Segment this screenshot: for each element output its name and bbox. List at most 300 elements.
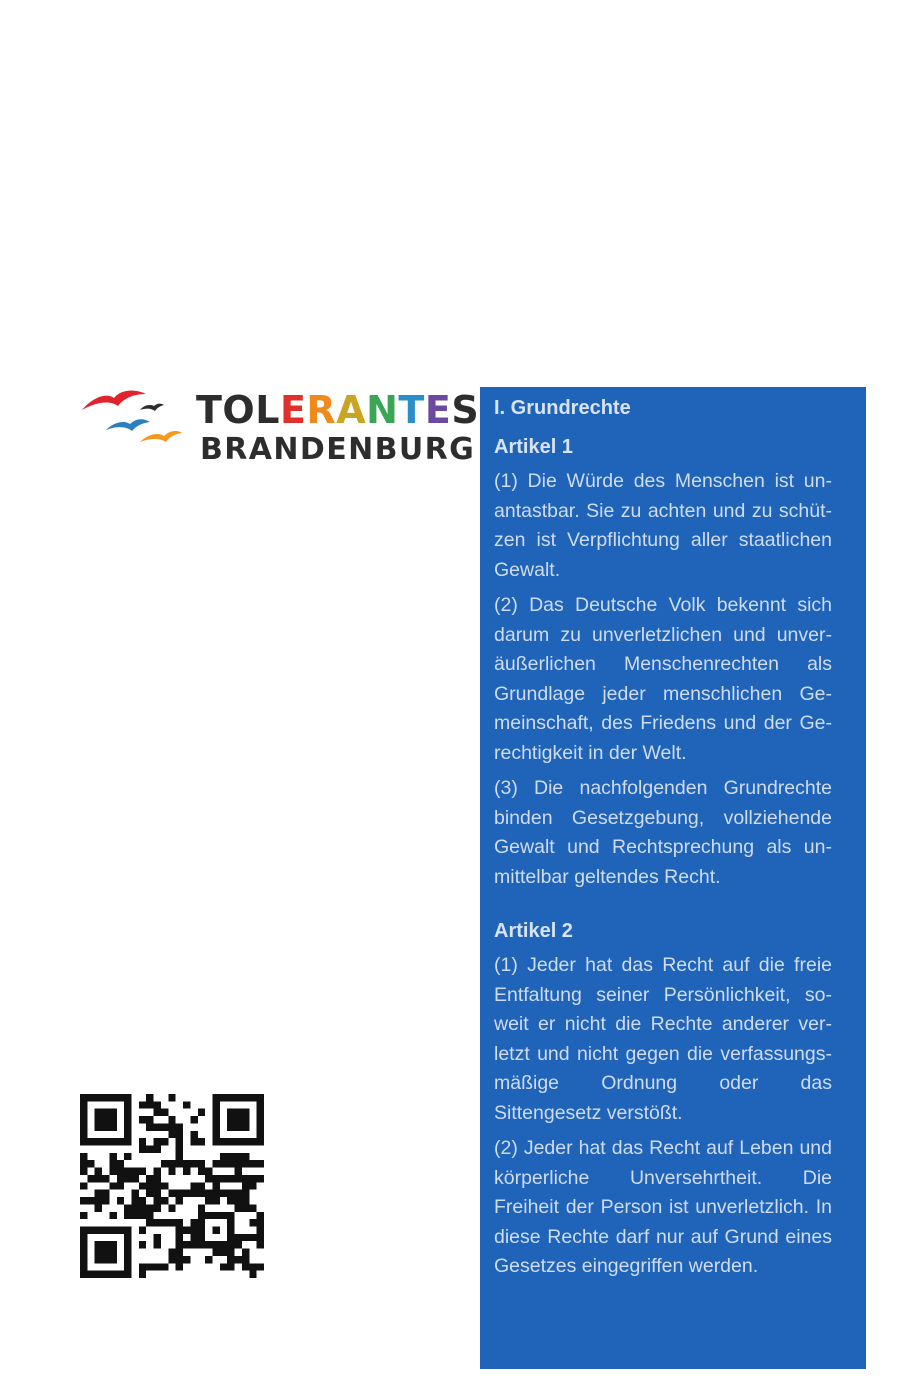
qr-module xyxy=(154,1197,161,1204)
qr-module xyxy=(80,1116,87,1123)
qr-module xyxy=(249,1094,256,1101)
qr-module xyxy=(124,1153,131,1160)
qr-module xyxy=(227,1109,234,1116)
qr-module xyxy=(257,1219,264,1226)
qr-module xyxy=(109,1123,116,1130)
qr-module xyxy=(235,1175,242,1182)
qr-module xyxy=(235,1153,242,1160)
qr-module xyxy=(117,1160,124,1167)
qr-module xyxy=(124,1168,131,1175)
qr-module xyxy=(132,1190,139,1197)
qr-module xyxy=(235,1234,242,1241)
qr-module xyxy=(198,1168,205,1175)
qr-module xyxy=(220,1212,227,1219)
qr-module xyxy=(154,1138,161,1145)
qr-module xyxy=(161,1160,168,1167)
qr-module xyxy=(176,1153,183,1160)
qr-module xyxy=(190,1190,197,1197)
qr-module xyxy=(183,1168,190,1175)
qr-code-icon[interactable] xyxy=(80,1094,264,1278)
qr-module xyxy=(242,1197,249,1204)
qr-module xyxy=(249,1271,256,1278)
qr-module xyxy=(154,1123,161,1130)
qr-module xyxy=(146,1116,153,1123)
qr-module xyxy=(95,1168,102,1175)
qr-module xyxy=(117,1138,124,1145)
qr-module xyxy=(190,1219,197,1226)
qr-module xyxy=(168,1160,175,1167)
qr-module xyxy=(190,1138,197,1145)
qr-module xyxy=(168,1168,175,1175)
article-2-paragraph-1: (1) Jeder hat das Recht auf die freie Entfaltung seiner Persönlichkeit, soweit er nicht die Rechte anderer verletzt und nicht gegen die verfassungsmäßige Ordnung oder das Sittengesetz verstößt. xyxy=(494,954,832,1124)
qr-module xyxy=(212,1094,219,1101)
qr-module xyxy=(220,1175,227,1182)
qr-module xyxy=(80,1168,87,1175)
qr-module xyxy=(139,1168,146,1175)
qr-module xyxy=(124,1101,131,1108)
qr-module xyxy=(190,1234,197,1241)
qr-module xyxy=(227,1153,234,1160)
qr-module xyxy=(102,1116,109,1123)
qr-module xyxy=(220,1241,227,1248)
logo-letter: O xyxy=(222,388,256,432)
qr-module xyxy=(212,1212,219,1219)
qr-module xyxy=(109,1153,116,1160)
qr-module xyxy=(80,1234,87,1241)
qr-module xyxy=(176,1138,183,1145)
qr-module xyxy=(124,1131,131,1138)
qr-module xyxy=(220,1160,227,1167)
article-2-paragraph-2: (2) Jeder hat das Recht auf Leben und körperliche Unversehrtheit. Die Freiheit der Person ist unverletzlich. In diese Rechte darf nur auf Grund eines Gesetzes eingegriffen werden. xyxy=(494,1137,832,1277)
qr-module xyxy=(190,1131,197,1138)
qr-module xyxy=(198,1109,205,1116)
qr-module xyxy=(124,1249,131,1256)
qr-module xyxy=(109,1168,116,1175)
qr-module xyxy=(212,1249,219,1256)
qr-module xyxy=(161,1263,168,1270)
qr-module xyxy=(198,1226,205,1233)
qr-module xyxy=(176,1234,183,1241)
qr-module xyxy=(124,1234,131,1241)
qr-module xyxy=(95,1204,102,1211)
qr-module xyxy=(205,1190,212,1197)
article-2-title: Artikel 2 xyxy=(494,920,573,942)
qr-module xyxy=(154,1175,161,1182)
qr-module xyxy=(102,1109,109,1116)
qr-module xyxy=(109,1138,116,1145)
qr-module xyxy=(117,1168,124,1175)
qr-module xyxy=(87,1271,94,1278)
qr-module xyxy=(109,1160,116,1167)
qr-module xyxy=(227,1123,234,1130)
qr-module xyxy=(161,1197,168,1204)
qr-module xyxy=(146,1263,153,1270)
qr-module xyxy=(235,1160,242,1167)
qr-module xyxy=(161,1123,168,1130)
qr-module xyxy=(235,1168,242,1175)
qr-module xyxy=(257,1116,264,1123)
qr-module xyxy=(95,1094,102,1101)
qr-module xyxy=(124,1094,131,1101)
qr-module xyxy=(183,1101,190,1108)
qr-module xyxy=(227,1249,234,1256)
qr-module xyxy=(161,1138,168,1145)
qr-module xyxy=(80,1197,87,1204)
qr-module xyxy=(102,1271,109,1278)
qr-module xyxy=(109,1249,116,1256)
qr-module xyxy=(242,1094,249,1101)
qr-module xyxy=(95,1190,102,1197)
qr-module xyxy=(102,1241,109,1248)
qr-module xyxy=(161,1109,168,1116)
qr-module xyxy=(87,1197,94,1204)
qr-module xyxy=(183,1241,190,1248)
qr-module xyxy=(95,1116,102,1123)
qr-module xyxy=(227,1160,234,1167)
logo-letter: A xyxy=(336,388,367,432)
qr-module xyxy=(257,1263,264,1270)
qr-module xyxy=(102,1256,109,1263)
qr-module xyxy=(198,1190,205,1197)
qr-module xyxy=(80,1226,87,1233)
qr-module xyxy=(257,1138,264,1145)
qr-module xyxy=(205,1212,212,1219)
qr-module xyxy=(139,1116,146,1123)
qr-module xyxy=(124,1212,131,1219)
qr-module xyxy=(95,1138,102,1145)
qr-module xyxy=(132,1197,139,1204)
qr-module xyxy=(227,1175,234,1182)
qr-module xyxy=(176,1197,183,1204)
qr-module xyxy=(198,1234,205,1241)
qr-module xyxy=(212,1138,219,1145)
qr-module xyxy=(198,1138,205,1145)
qr-module xyxy=(102,1175,109,1182)
qr-module xyxy=(124,1226,131,1233)
qr-module xyxy=(117,1182,124,1189)
qr-module xyxy=(198,1160,205,1167)
qr-module xyxy=(124,1256,131,1263)
logo-letter: E xyxy=(279,388,307,432)
qr-module xyxy=(242,1256,249,1263)
qr-module xyxy=(242,1138,249,1145)
qr-module xyxy=(139,1182,146,1189)
qr-module xyxy=(168,1094,175,1101)
qr-module xyxy=(80,1094,87,1101)
logo-letter: T xyxy=(398,388,425,432)
grundrechte-panel xyxy=(480,387,866,1369)
qr-module xyxy=(183,1256,190,1263)
qr-module xyxy=(168,1123,175,1130)
qr-module xyxy=(183,1226,190,1233)
qr-module xyxy=(80,1131,87,1138)
qr-module xyxy=(227,1197,234,1204)
qr-module xyxy=(132,1168,139,1175)
qr-module xyxy=(227,1116,234,1123)
qr-module xyxy=(242,1123,249,1130)
qr-module xyxy=(227,1190,234,1197)
qr-module xyxy=(139,1204,146,1211)
qr-module xyxy=(87,1094,94,1101)
qr-module xyxy=(198,1219,205,1226)
qr-module xyxy=(80,1241,87,1248)
qr-module xyxy=(87,1226,94,1233)
qr-module xyxy=(95,1175,102,1182)
qr-module xyxy=(161,1182,168,1189)
qr-module xyxy=(87,1138,94,1145)
qr-module xyxy=(146,1101,153,1108)
qr-module xyxy=(168,1116,175,1123)
qr-module xyxy=(154,1182,161,1189)
logo-letter: T xyxy=(196,388,223,432)
qr-module xyxy=(176,1131,183,1138)
qr-module xyxy=(227,1138,234,1145)
qr-module xyxy=(109,1094,116,1101)
qr-module xyxy=(220,1094,227,1101)
qr-module xyxy=(139,1146,146,1153)
qr-module xyxy=(154,1219,161,1226)
qr-module xyxy=(220,1153,227,1160)
article-1-paragraph-3: (3) Die nachfolgenden Grundrechte binden Gesetzgebung, vollziehende Gewalt und Rechtsprechung als unmittelbar geltendes Recht. xyxy=(494,777,832,888)
qr-module xyxy=(176,1123,183,1130)
article-1-paragraph-1: (1) Die Würde des Menschen ist unantastbar. Sie zu achten und zu schützen ist Verpflichtung aller staatlichen Gewalt. xyxy=(494,470,832,581)
qr-module xyxy=(124,1175,131,1182)
qr-module xyxy=(95,1241,102,1248)
qr-module xyxy=(190,1241,197,1248)
qr-module xyxy=(154,1168,161,1175)
qr-module xyxy=(87,1175,94,1182)
qr-module xyxy=(80,1249,87,1256)
qr-module xyxy=(235,1197,242,1204)
qr-module xyxy=(212,1197,219,1204)
qr-module xyxy=(176,1190,183,1197)
qr-module xyxy=(242,1249,249,1256)
qr-module xyxy=(235,1094,242,1101)
logo-letter: R xyxy=(306,388,337,432)
qr-module xyxy=(205,1168,212,1175)
qr-module xyxy=(249,1138,256,1145)
qr-module xyxy=(235,1190,242,1197)
qr-module xyxy=(257,1241,264,1248)
qr-module xyxy=(227,1256,234,1263)
section-title: I. Grundrechte xyxy=(494,397,631,419)
qr-module xyxy=(176,1146,183,1153)
qr-module xyxy=(146,1146,153,1153)
qr-module xyxy=(235,1123,242,1130)
qr-module xyxy=(198,1212,205,1219)
qr-module xyxy=(139,1197,146,1204)
logo-letter: S xyxy=(451,388,480,432)
logo-letter: N xyxy=(366,388,399,432)
qr-module xyxy=(102,1123,109,1130)
qr-module xyxy=(212,1123,219,1130)
qr-module xyxy=(183,1160,190,1167)
qr-module xyxy=(80,1101,87,1108)
article-1-title: Artikel 1 xyxy=(494,436,573,458)
qr-module xyxy=(109,1256,116,1263)
qr-module xyxy=(257,1234,264,1241)
qr-module xyxy=(117,1175,124,1182)
qr-module xyxy=(198,1182,205,1189)
qr-module xyxy=(220,1249,227,1256)
qr-module xyxy=(139,1226,146,1233)
qr-module xyxy=(80,1138,87,1145)
qr-module xyxy=(176,1226,183,1233)
qr-module xyxy=(109,1212,116,1219)
qr-module xyxy=(212,1131,219,1138)
qr-module xyxy=(124,1263,131,1270)
qr-module xyxy=(220,1138,227,1145)
qr-module xyxy=(109,1241,116,1248)
qr-module xyxy=(205,1256,212,1263)
qr-module xyxy=(176,1219,183,1226)
qr-module xyxy=(176,1263,183,1270)
qr-module xyxy=(212,1190,219,1197)
qr-module xyxy=(80,1123,87,1130)
qr-module xyxy=(242,1182,249,1189)
qr-module xyxy=(227,1241,234,1248)
qr-module xyxy=(235,1241,242,1248)
qr-module xyxy=(95,1249,102,1256)
qr-module xyxy=(220,1263,227,1270)
qr-module xyxy=(117,1197,124,1204)
qr-module xyxy=(242,1190,249,1197)
qr-module xyxy=(146,1182,153,1189)
qr-module xyxy=(242,1175,249,1182)
qr-module xyxy=(124,1241,131,1248)
qr-module xyxy=(146,1212,153,1219)
qr-module xyxy=(235,1109,242,1116)
qr-module xyxy=(139,1101,146,1108)
qr-module xyxy=(117,1271,124,1278)
qr-module xyxy=(146,1190,153,1197)
logo-letter: L xyxy=(255,388,280,432)
qr-module xyxy=(95,1256,102,1263)
qr-module xyxy=(227,1226,234,1233)
qr-module xyxy=(212,1160,219,1167)
qr-module xyxy=(139,1212,146,1219)
qr-module xyxy=(257,1226,264,1233)
qr-module xyxy=(124,1138,131,1145)
qr-module xyxy=(80,1212,87,1219)
qr-module xyxy=(117,1226,124,1233)
qr-module xyxy=(80,1160,87,1167)
birds-logo-icon xyxy=(78,384,188,454)
qr-module xyxy=(257,1123,264,1130)
qr-module xyxy=(80,1109,87,1116)
qr-module xyxy=(227,1263,234,1270)
qr-module xyxy=(139,1241,146,1248)
qr-module xyxy=(227,1094,234,1101)
qr-module xyxy=(80,1153,87,1160)
qr-module xyxy=(80,1256,87,1263)
qr-module xyxy=(80,1182,87,1189)
qr-module xyxy=(242,1204,249,1211)
qr-module xyxy=(242,1263,249,1270)
qr-module xyxy=(257,1101,264,1108)
qr-module xyxy=(249,1263,256,1270)
qr-module xyxy=(132,1175,139,1182)
qr-module xyxy=(168,1131,175,1138)
qr-module xyxy=(190,1116,197,1123)
qr-module xyxy=(109,1226,116,1233)
qr-module xyxy=(242,1109,249,1116)
qr-module xyxy=(139,1263,146,1270)
qr-module xyxy=(235,1204,242,1211)
article-1-paragraph-2: (2) Das Deutsche Volk bekennt sich darum zu unverletzlichen und unveräußerlichen Menschenrechten als Grundlage jeder menschlichen Gemeinschaft, des Friedens und der Gerechtigkeit in der Welt. xyxy=(494,594,832,764)
qr-module xyxy=(257,1175,264,1182)
qr-module xyxy=(80,1271,87,1278)
qr-module xyxy=(102,1197,109,1204)
qr-module xyxy=(190,1182,197,1189)
qr-module xyxy=(198,1204,205,1211)
qr-module xyxy=(168,1256,175,1263)
qr-module xyxy=(249,1175,256,1182)
qr-module xyxy=(257,1109,264,1116)
qr-module xyxy=(183,1190,190,1197)
qr-module xyxy=(227,1234,234,1241)
qr-module xyxy=(212,1241,219,1248)
qr-module xyxy=(227,1212,234,1219)
qr-module xyxy=(235,1256,242,1263)
qr-module xyxy=(109,1109,116,1116)
qr-module xyxy=(242,1116,249,1123)
qr-module xyxy=(168,1204,175,1211)
qr-module xyxy=(146,1123,153,1130)
qr-module xyxy=(117,1094,124,1101)
qr-module xyxy=(257,1212,264,1219)
qr-module xyxy=(109,1271,116,1278)
qr-module xyxy=(161,1219,168,1226)
qr-module xyxy=(235,1138,242,1145)
qr-module xyxy=(220,1190,227,1197)
qr-module xyxy=(235,1116,242,1123)
qr-module xyxy=(154,1204,161,1211)
qr-module xyxy=(242,1153,249,1160)
qr-module xyxy=(146,1219,153,1226)
qr-module xyxy=(205,1175,212,1182)
qr-module xyxy=(154,1146,161,1153)
qr-module xyxy=(154,1241,161,1248)
qr-module xyxy=(176,1249,183,1256)
qr-module xyxy=(146,1175,153,1182)
qr-module xyxy=(249,1204,256,1211)
qr-module xyxy=(227,1219,234,1226)
qr-module xyxy=(212,1182,219,1189)
qr-module xyxy=(198,1241,205,1248)
qr-module xyxy=(95,1109,102,1116)
qr-module xyxy=(124,1271,131,1278)
qr-module xyxy=(257,1094,264,1101)
qr-module xyxy=(154,1263,161,1270)
qr-module xyxy=(95,1123,102,1130)
qr-module xyxy=(242,1234,249,1241)
qr-module xyxy=(190,1226,197,1233)
qr-module xyxy=(80,1263,87,1270)
qr-module xyxy=(124,1123,131,1130)
qr-module xyxy=(257,1131,264,1138)
qr-module xyxy=(95,1197,102,1204)
qr-module xyxy=(124,1204,131,1211)
tolerantes-brandenburg-logo xyxy=(78,384,480,474)
qr-module xyxy=(102,1094,109,1101)
qr-module xyxy=(168,1249,175,1256)
qr-module xyxy=(249,1234,256,1241)
qr-module xyxy=(132,1204,139,1211)
qr-module xyxy=(205,1241,212,1248)
logo-wordmark-brandenburg: BRANDENBURG xyxy=(200,432,476,467)
qr-module xyxy=(102,1138,109,1145)
